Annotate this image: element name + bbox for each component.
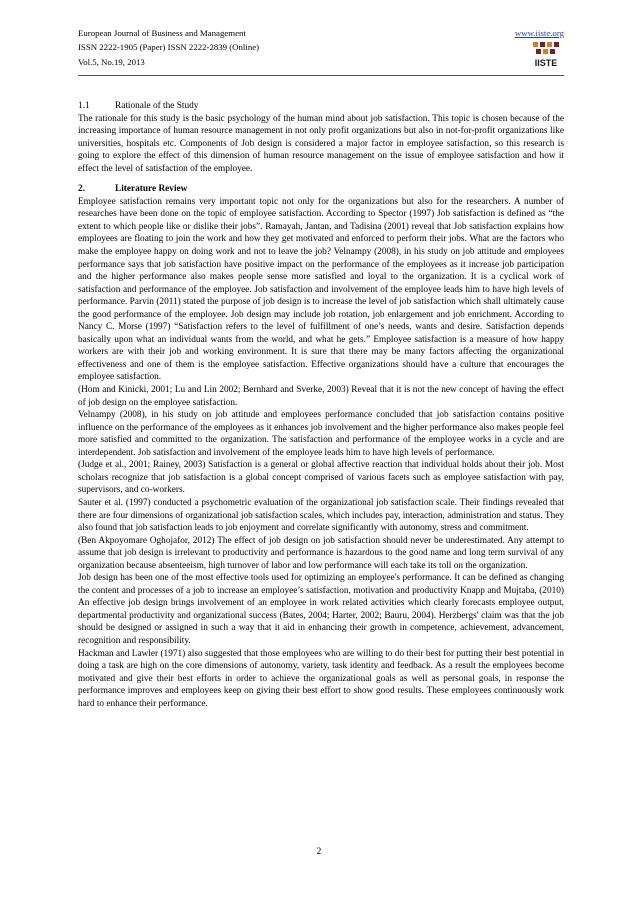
journal-issn: ISSN 2222-1905 (Paper) ISSN 2222-2839 (Online) (78, 42, 260, 52)
page-number: 2 (316, 847, 322, 857)
literature-paragraph: Velnampy (2008), in his study on job attitude and employees performance concluded that job satisfaction contains positive influence on the performance of the employees as it enhances job involvement and the higher performance also makes people feel more satisfied and committed to the organization. The satisfaction and performance of the employee works in a cycle and are interdependent. Job satisfaction and involvement of the employee leads him to have high levels of performance. (78, 410, 564, 458)
literature-paragraph: (Judge et al., 2001; Rainey, 2003) Satisfaction is a general or global affective reaction that individual holds about their job. Most scholars recognize that job satisfaction is a global concept comprised of various facets such as employee satisfaction with pay, supervisors, and co-workers. (78, 460, 564, 496)
literature-paragraph: Job design has been one of the most effective tools used for optimizing an employee's performance. It can be defined as changing the content and processes of a job to increase an employee’s satisfaction, motivation and productivity Knapp and Mujtaba, (2010) An effective job design brings involvement of an employee in work related activities which clearly forecasts employee output, departmental productivity and organizational success (Bates, 2004; Harter, 2002; Bauru, 2004). Herzbergs' claim was that the job should be designed or assigned in such a way that it aid in enhancing their growth in competence, achievement, advancement, recognition and responsibility. (78, 573, 564, 646)
literature-paragraph: (Ben Akpoyomare Oghojafor, 2012) The effect of job design on job satisfaction should never be underestimated. Any attempt to assume that job design is irrelevant to productivity and performance is hazardous to the good name and long term survival of any organization because absenteeism, high turnover of labor and low performance will each take its toll on the organization. (78, 535, 564, 571)
journal-website-link[interactable]: www.iiste.org (514, 28, 564, 38)
journal-name: European Journal of Business and Management (78, 28, 246, 38)
section-2-title: Literature Review (115, 184, 188, 195)
logo-text: IISTE (534, 58, 558, 68)
literature-paragraph: (Hom and Kinicki, 2001; Lu and Lin 2002; Bernhard and Sverke, 2003) Reveal that it is not the new concept of having the effect of job design on the employee satisfaction. (78, 385, 564, 408)
header-rule (78, 75, 564, 76)
section-1-1-title: Rationale of the Study (115, 101, 199, 111)
literature-paragraph: Hackman and Lawler (1971) also suggested that those employees who are willing to do their best for putting their best potential in doing a task are high on the core dimensions of autonomy, variety, task identity and feedback. As a result the employees become motivated and give their best efforts in order to achieve the organizational goals as well as personal goals, in response the performance improves and employees keep on giving their best effort to show good results. These employees continuously work hard to enhance their performance. (78, 648, 564, 709)
section-2-number: 2. (78, 184, 85, 195)
running-header (78, 28, 564, 90)
iiste-logo-icon (530, 41, 562, 71)
section-2-heading (78, 183, 564, 196)
section-1-1-number: 1.1 (78, 101, 90, 111)
section-1-1-paragraph: The rationale for this study is the basic psychology of the human mind about job satisfaction. This topic is chosen because of the increasing importance of human resource management in not only profit organizations but also in not-for-profit organizations like universities, hospitals etc. Components of Job design is considered a major factor in employee satisfaction, so this research is going to explore the effect of this dimension of human resource management on the issue of employee satisfaction and how it effect the level of satisfaction of the employee. (78, 113, 564, 174)
article-body (78, 100, 564, 710)
literature-paragraph: Employee satisfaction remains very important topic not only for the organizations but also for the researchers. A number of researches have been done on the topic of employee satisfaction. According to Spector (1997) Job satisfaction is defined as “the extent to which people like or dislike their jobs”. Ramayah, Jantan, and Tadisina (2001) reveal that Job satisfaction explains how employees are floating to join the work and how they get motivated and enforced to perform their jobs. What are the factors who make the employee happy on doing work and not to leave the job? Velnampy (2008), in his study on job attitude and employees performance says that job satisfaction have positive impact on the performance of the employees as it increase job participation and the higher performance also makes people sense more satisfied and loyal to the organization. It is a cyclical work of satisfaction and performance of the employee. Job satisfaction and involvement of the employee leads him to have high levels of performance. Parvin (2011) stated the purpose of job design is to increase the level of job satisfaction which shall ultimately cause the good performance of the employee. Job design may include job rotation, job enlargement and job enrichment. According to Nancy C. Morse (1997) “Satisfaction refers to the level of fulfillment of one’s needs, wants and desire. Satisfaction depends basically upon what an individual wants from the world, and what he gets.” Employee satisfaction is a measure of how happy workers are with their job and working environment. It is sure that there may be many factors affecting the organizational effectiveness and one of them is the employee satisfaction. Effective organizations should have a culture that encourages the employee satisfaction. (78, 196, 564, 383)
section-1-1-heading (78, 100, 564, 113)
journal-volume: Vol.5, No.19, 2013 (78, 57, 145, 67)
literature-paragraph: Sauter et al. (1997) conducted a psychometric evaluation of the organizational job satisfaction scale. Their findings revealed that there are four dimensions of organizational job satisfaction scales, which includes pay, interaction, administration and status. They also found that job satisfaction leads to job enjoyment and correlate significantly with autonomy, stress and commitment. (78, 497, 564, 534)
